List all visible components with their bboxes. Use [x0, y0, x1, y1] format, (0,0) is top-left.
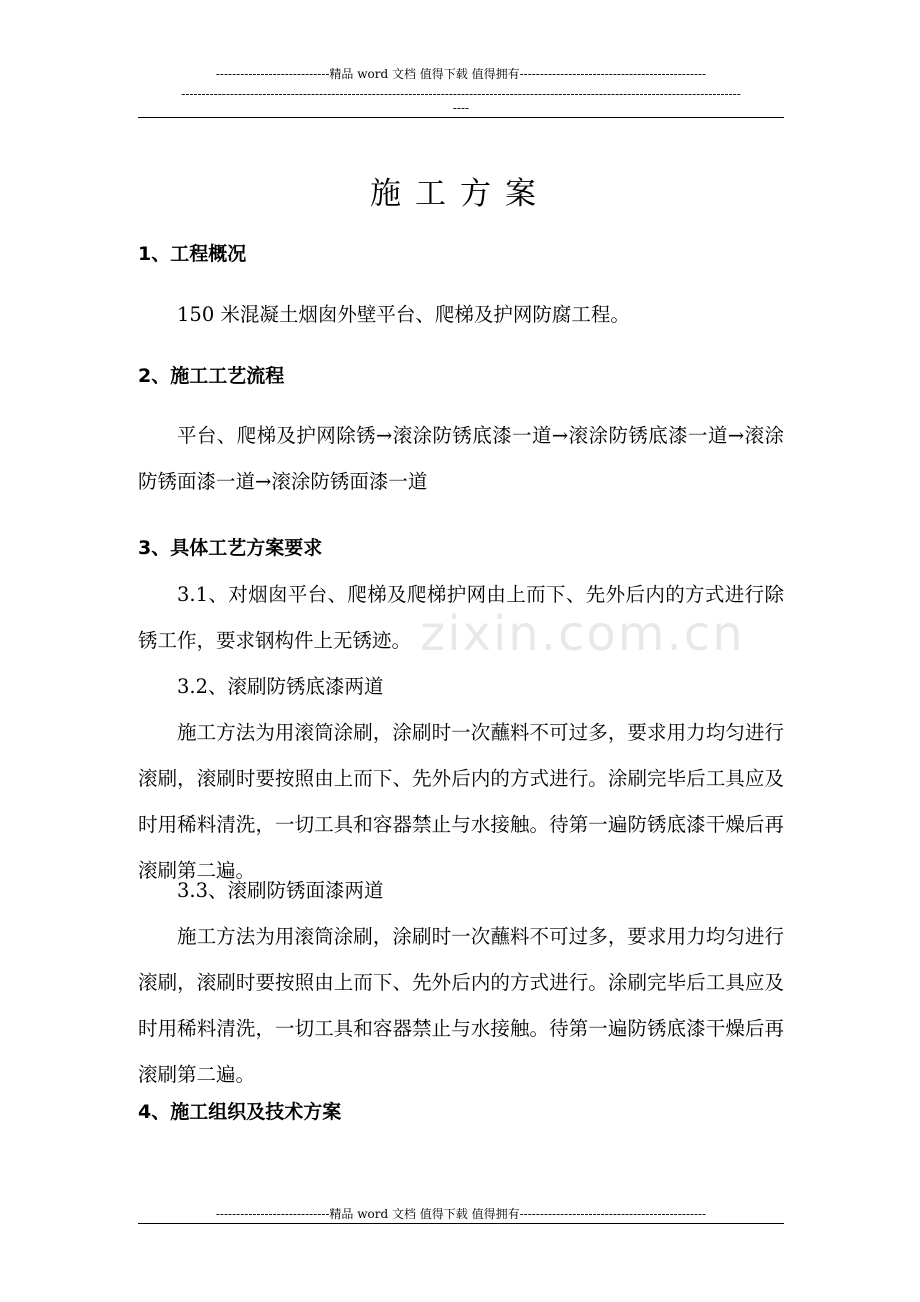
page-title: 施工方案: [370, 176, 550, 212]
footer-rule: [138, 1223, 784, 1224]
section-heading-1: 1、工程概况: [138, 243, 247, 265]
watermark: zixin.com.cn: [420, 606, 745, 662]
section-3-paragraph-1: 3.1、对烟囱平台、爬梯及爬梯护网由上而下、先外后内的方式进行除锈工作，要求钢构件上无锈迹。: [138, 583, 784, 652]
header-dash-tail: ----: [452, 101, 470, 115]
section-heading-4: 4、施工组织及技术方案: [138, 1101, 342, 1123]
header-dash-line: ------------------------------------------------------------------------------------------------------------------------------------------: [181, 87, 741, 101]
header-rule: [138, 117, 784, 118]
section-3-paragraph-2: 施工方法为用滚筒涂刷，涂刷时一次蘸料不可过多，要求用力均匀进行滚刷，滚刷时要按照由上而下、先外后内的方式进行。涂刷完毕后工具应及时用稀料清洗，一切工具和容器禁止与水接触。待第一遍防锈底漆干燥后再滚刷第二遍。: [138, 721, 784, 882]
section-3-subheading-2: 3.2、滚刷防锈底漆两道: [177, 675, 384, 698]
section-1-paragraph: 150 米混凝土烟囱外壁平台、爬梯及护网防腐工程。: [177, 303, 630, 326]
section-heading-2: 2、施工工艺流程: [138, 365, 285, 387]
section-heading-3: 3、具体工艺方案要求: [138, 537, 323, 559]
section-3-subheading-3: 3.3、滚刷防锈面漆两道: [177, 879, 384, 902]
header-banner: ----------------------------精品 word 文档 值得下载 值得拥有----------------------------------------------: [215, 67, 707, 81]
section-2-paragraph: 平台、爬梯及护网除锈→滚涂防锈底漆一道→滚涂防锈底漆一道→滚涂防锈面漆一道→滚涂防锈面漆一道: [138, 424, 784, 493]
footer-banner: ----------------------------精品 word 文档 值得下载 值得拥有----------------------------------------------: [215, 1207, 707, 1221]
section-3-paragraph-3: 施工方法为用滚筒涂刷，涂刷时一次蘸料不可过多，要求用力均匀进行滚刷，滚刷时要按照由上而下、先外后内的方式进行。涂刷完毕后工具应及时用稀料清洗，一切工具和容器禁止与水接触。待第一遍防锈底漆干燥后再滚刷第二遍。: [138, 925, 784, 1086]
